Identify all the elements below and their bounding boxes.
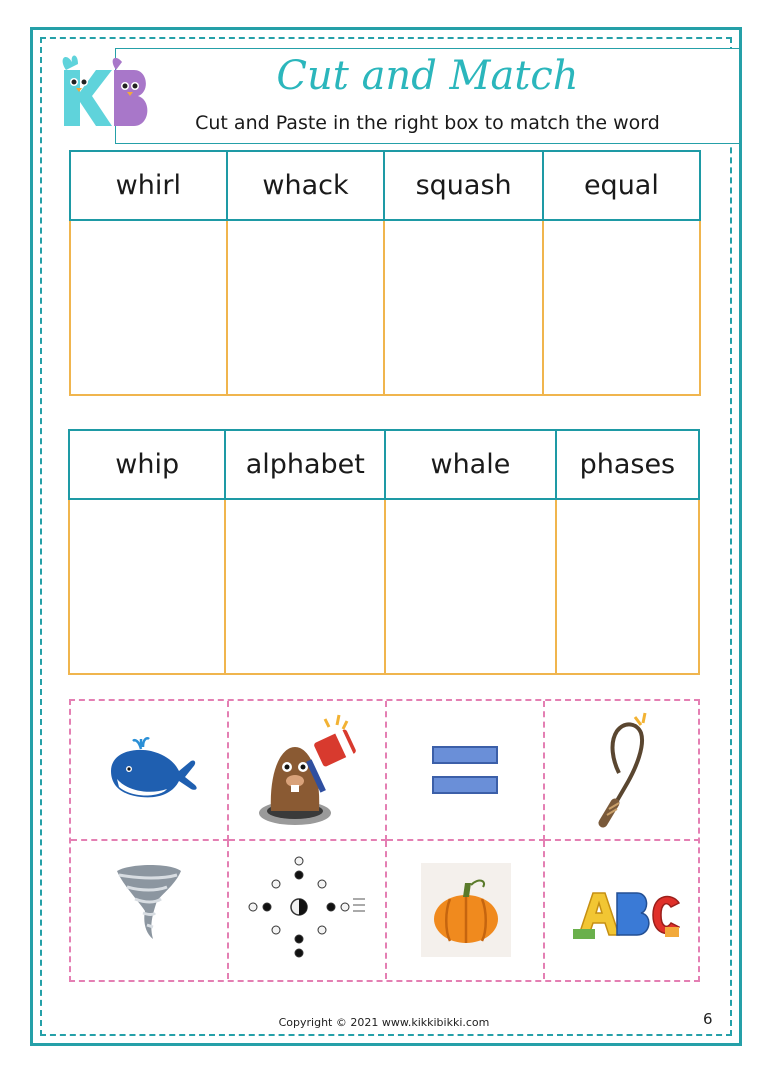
word-cell: whack: [227, 151, 385, 220]
paste-box[interactable]: [385, 499, 556, 674]
cutout-card[interactable]: [229, 841, 387, 979]
word-cell: whirl: [70, 151, 227, 220]
abc-letters-icon: [545, 841, 699, 979]
match-table-1: [69, 150, 701, 396]
pumpkin-icon: [387, 841, 543, 979]
cutout-card[interactable]: [229, 701, 387, 841]
word-cell: whip: [69, 430, 225, 499]
moon-phases-icon: [229, 841, 385, 979]
paste-box[interactable]: [70, 220, 227, 395]
cutout-card[interactable]: [387, 841, 545, 979]
paste-box[interactable]: [384, 220, 542, 395]
cutout-grid: [69, 699, 700, 982]
cutout-card[interactable]: [387, 701, 545, 841]
whip-icon: [545, 701, 699, 839]
cutout-card[interactable]: [71, 841, 229, 979]
word-cell: whale: [385, 430, 556, 499]
cutout-card[interactable]: [71, 701, 229, 841]
paste-box[interactable]: [69, 499, 225, 674]
page-number: 6: [703, 1010, 713, 1028]
word-cell: alphabet: [225, 430, 385, 499]
cutout-card[interactable]: [545, 841, 700, 979]
paste-box[interactable]: [543, 220, 700, 395]
cutout-card[interactable]: [545, 701, 700, 841]
mole-hammer-icon: [229, 701, 385, 839]
paste-box[interactable]: [227, 220, 385, 395]
page-subtitle: Cut and Paste in the right box to match the word: [195, 112, 660, 134]
tornado-icon: [71, 841, 227, 979]
word-cell: equal: [543, 151, 700, 220]
page-title: Cut and Match: [276, 53, 579, 99]
match-table-2: [68, 429, 700, 675]
whale-icon: [71, 701, 227, 839]
word-cell: phases: [556, 430, 699, 499]
paste-box[interactable]: [225, 499, 385, 674]
copyright-text: Copyright © 2021 www.kikkibikki.com: [278, 1016, 490, 1029]
equal-sign-icon: [387, 701, 543, 839]
word-cell: squash: [384, 151, 542, 220]
paste-box[interactable]: [556, 499, 699, 674]
